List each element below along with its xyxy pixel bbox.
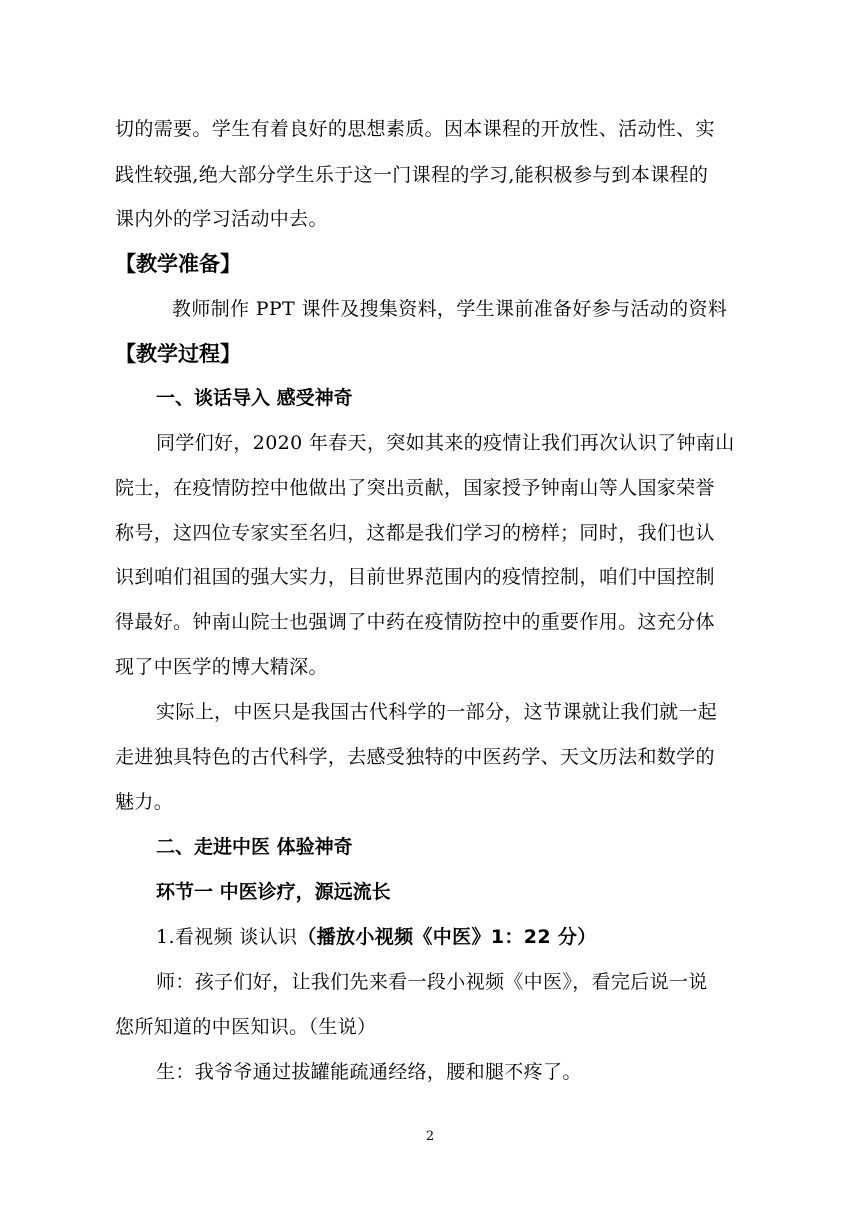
part1-p2-line-1: 实际上，中医只是我国古代科学的一部分，这节课就让我们就一起 bbox=[156, 701, 718, 723]
student-line: 生：我爷爷通过拔罐能疏通经络，腰和腿不疼了。 bbox=[156, 1061, 582, 1083]
item1-line bbox=[156, 925, 597, 949]
item1-label: 1.看视频 谈认识 bbox=[156, 926, 298, 948]
section-title-preparation: 【教学准备】 bbox=[115, 252, 241, 276]
part1-p1-line-6: 现了中医学的博大精深。 bbox=[115, 656, 328, 678]
step1-title: 环节一 中医诊疗，源远流长 bbox=[156, 881, 391, 903]
part1-title: 一、谈话导入 感受神奇 bbox=[156, 387, 353, 409]
part1-p2-line-3: 魅力。 bbox=[115, 791, 174, 813]
part2-title: 二、走进中医 体验神奇 bbox=[156, 836, 353, 858]
part1-p1-line-1: 同学们好，2020 年春天，突如其来的疫情让我们再次认识了钟南山 bbox=[156, 432, 735, 454]
intro-line-3: 课内外的学习活动中去。 bbox=[115, 208, 328, 230]
intro-line-2: 践性较强,绝大部分学生乐于这一门课程的学习,能积极参与到本课程的 bbox=[115, 164, 709, 186]
part1-p1-line-2: 院士，在疫情防控中他做出了突出贡献，国家授予钟南山等人国家荣誉 bbox=[115, 477, 715, 499]
part1-p1-line-4: 识到咱们祖国的强大实力，目前世界范围内的疫情控制，咱们中国控制 bbox=[115, 566, 715, 588]
preparation-text: 教师制作 PPT 课件及搜集资料，学生课前准备好参与活动的资料 bbox=[172, 298, 728, 320]
page-number: 2 bbox=[425, 1129, 435, 1144]
item1-video-note: （播放小视频《中医》1：22 分） bbox=[297, 926, 597, 948]
part1-p1-line-3: 称号，这四位专家实至名归，这都是我们学习的榜样；同时，我们也认 bbox=[115, 522, 715, 544]
intro-line-1: 切的需要。学生有着良好的思想素质。因本课程的开放性、活动性、实 bbox=[115, 118, 715, 140]
section-title-process: 【教学过程】 bbox=[115, 342, 241, 366]
teacher-line-2: 您所知道的中医知识。（生说） bbox=[115, 1016, 377, 1038]
part1-p1-line-5: 得最好。钟南山院士也强调了中药在疫情防控中的重要作用。这充分体 bbox=[115, 611, 715, 633]
teacher-line-1: 师：孩子们好，让我们先来看一段小视频《中医》，看完后说一说 bbox=[156, 971, 708, 993]
part1-p2-line-2: 走进独具特色的古代科学，去感受独特的中医药学、天文历法和数学的 bbox=[115, 746, 715, 768]
